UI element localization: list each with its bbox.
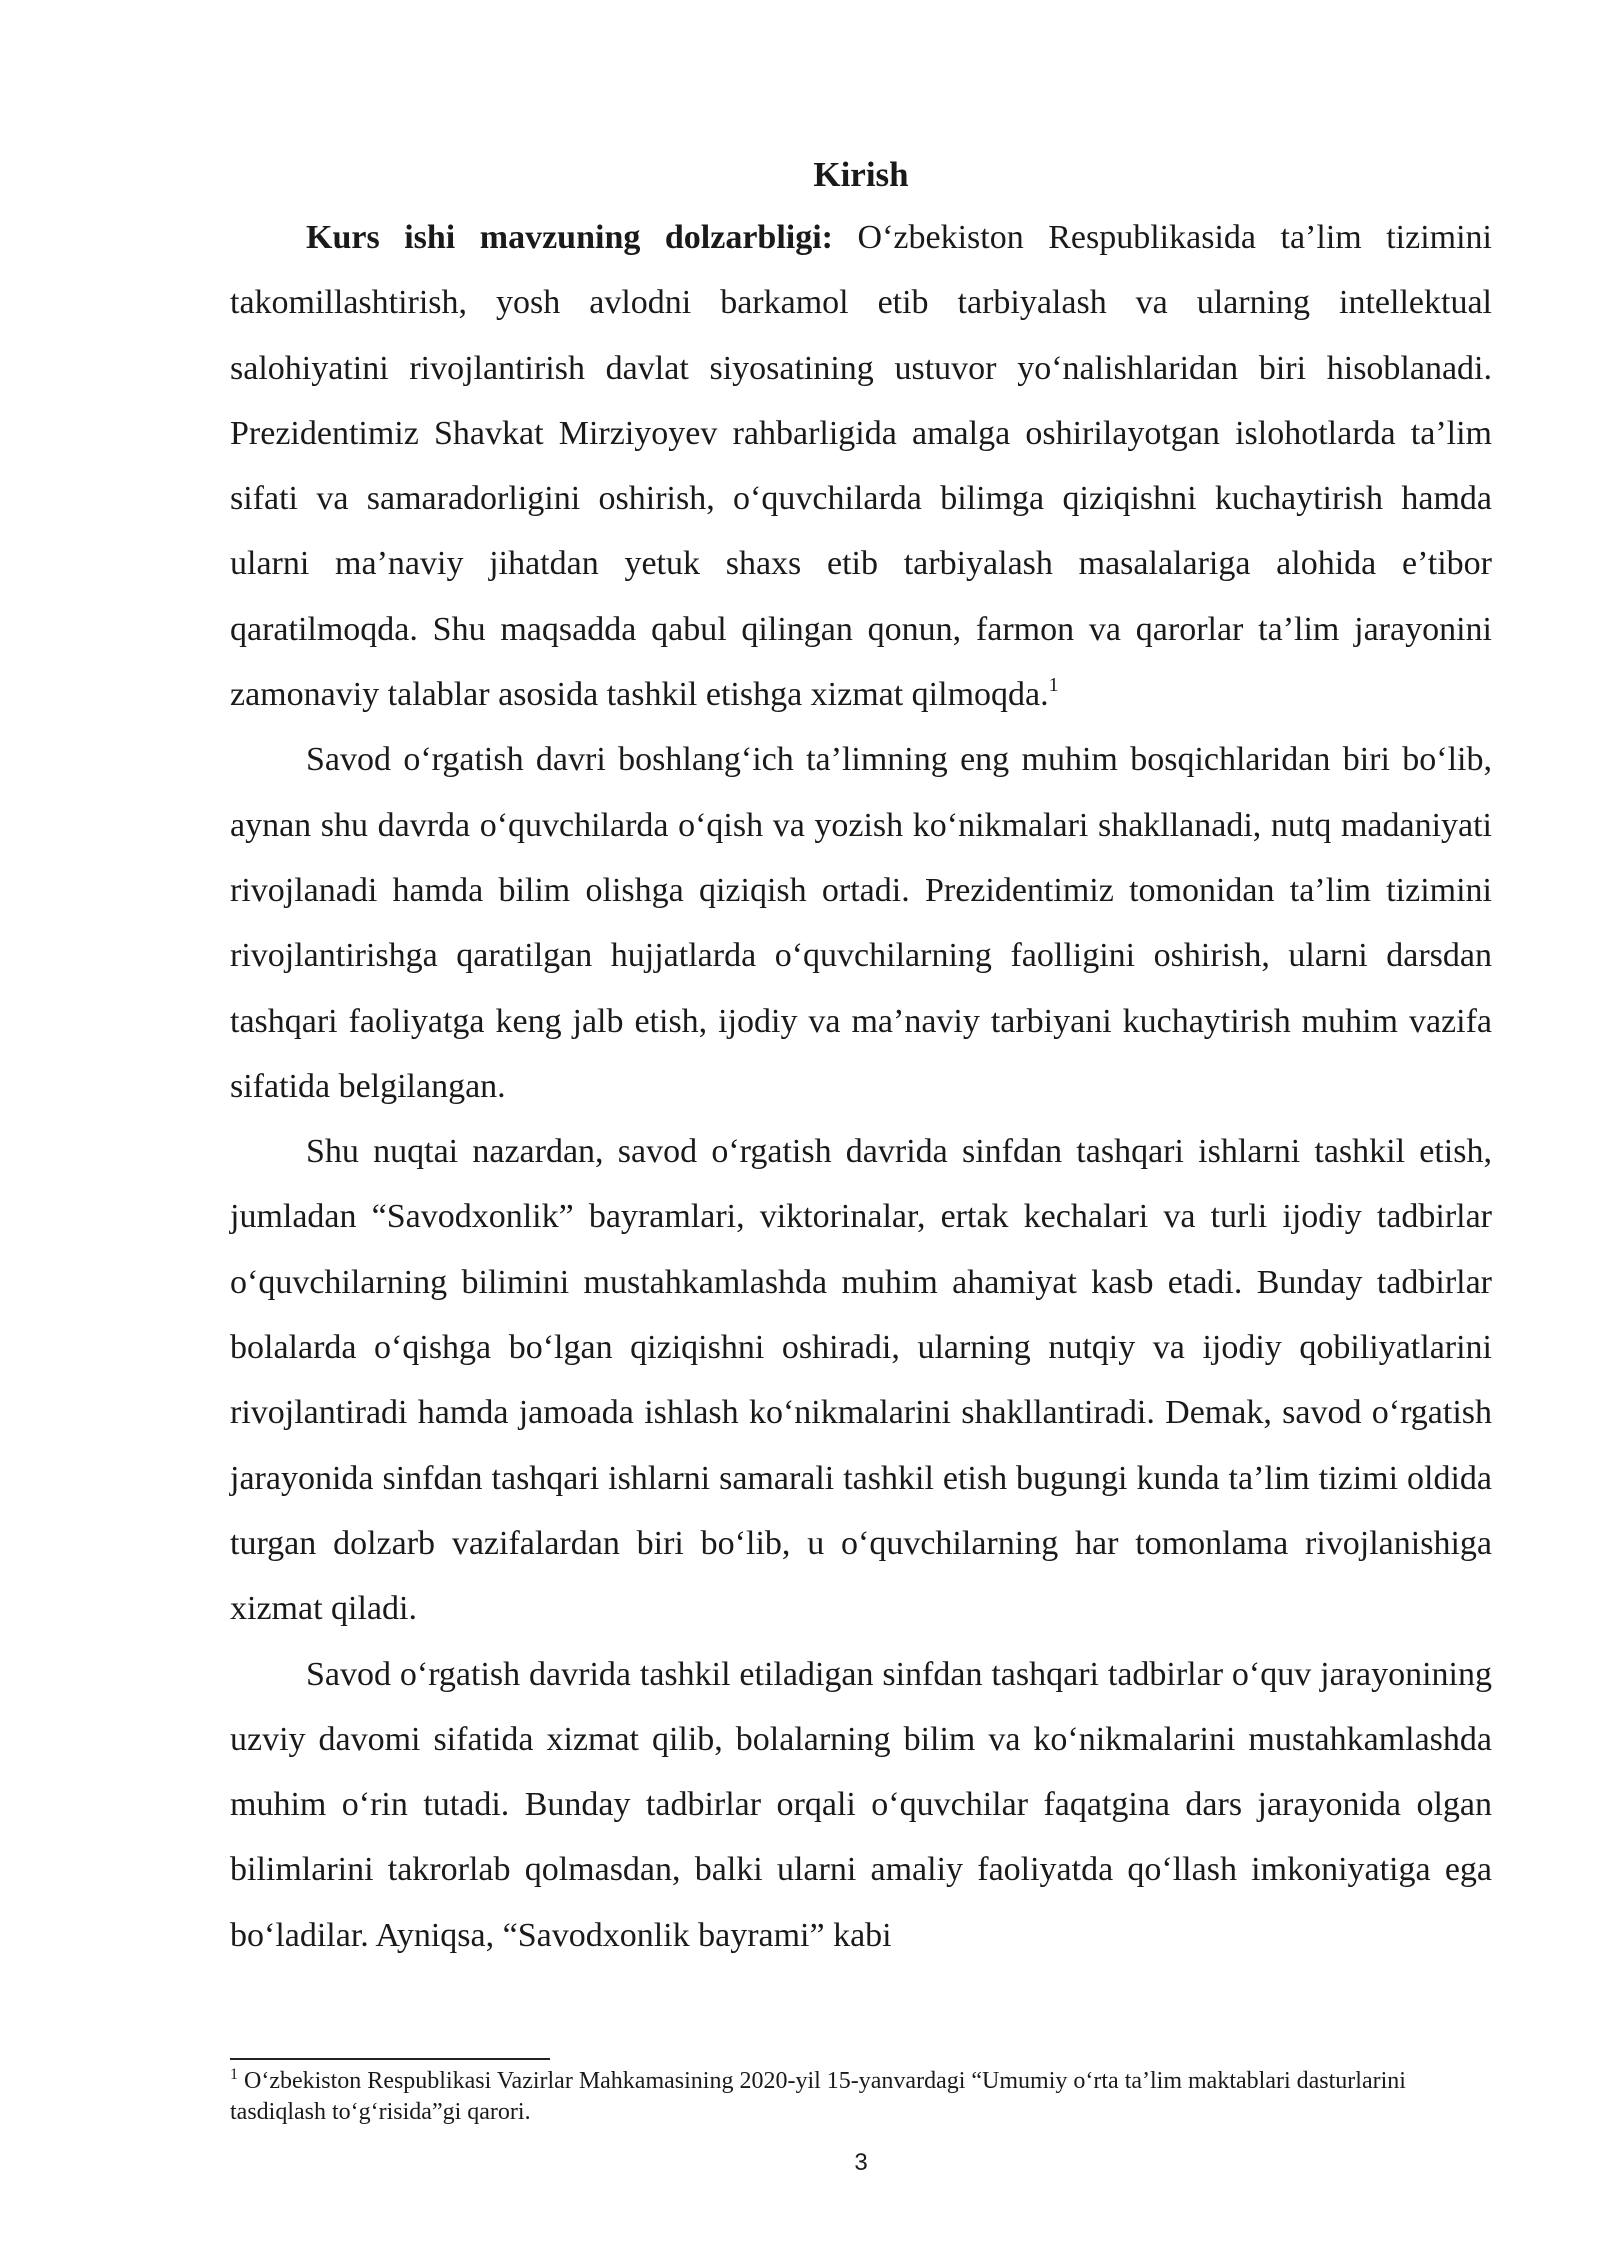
page-number: 3 (854, 2149, 868, 2176)
footnote (230, 2066, 1492, 2128)
paragraph-text: O‘zbekiston Respublikasida ta’lim tizimini takomillashtirish, yosh avlodni barkamol etib tarbiyalash va ularning intellektual salohiyatini rivojlantirish davlat siyosatining ustuvor yo‘nalishlaridan biri hisoblanadi. Prezidentimiz Shavkat Mirziyoyev rahbarligida amalga oshirilayotgan islohotlarda ta’lim sifati va samaradorligini oshirish, o‘quvchilarda bilimga qiziqishni kuchaytirish hamda ularni ma’naviy jihatdan yetuk shaxs etib tarbiyalash masalalariga alohida e’tibor qaratilmoqda. Shu maqsadda qabul qilingan qonun, farmon va qarorlar ta’lim jarayonini zamonaviy talablar asosida tashkil etishga xizmat qilmoqda. (230, 219, 1493, 714)
footnote-separator (230, 2058, 550, 2060)
paragraph-extracurricular: Shu nuqtai nazardan, savod o‘rgatish davrida sinfdan tashqari ishlarni tashkil etish, jumladan “Savodxonlik” bayramlari, viktorinalar, ertak kechalari va turli ijodiy tadbirlar o‘quvchilarning bilimini mustahkamlashda muhim ahamiyat kasb etadi. Bunday tadbirlar bolalarda o‘qishga bo‘lgan qiziqishni oshiradi, ularning nutqiy va ijodiy qobiliyatlarini rivojlantiradi hamda jamoada ishlash ko‘nikmalarini shakllantiradi. Demak, savod o‘rgatish jarayonida sinfdan tashqari ishlarni samarali tashkil etish bugungi kunda ta’lim tizimi oldida turgan dolzarb vazifalardan biri bo‘lib, u o‘quvchilarning har tomonlama rivojlanishiga xizmat qiladi. (230, 1133, 1492, 1628)
paragraph-activities: Savod o‘rgatish davrida tashkil etiladigan sinfdan tashqari tadbirlar o‘quv jarayonining uzviy davomi sifatida xizmat qilib, bolalarning bilim va ko‘nikmalarini mustahkamlashda muhim o‘rin tutadi. Bunday tadbirlar orqali o‘quvchilar faqatgina dars jarayonida olgan bilimlarini takrorlab qolmasdan, balki ularni amaliy faoliyatda qo‘llash imkoniyatiga ega bo‘ladilar. Ayniqsa, “Savodxonlik bayrami” kabi (230, 1655, 1492, 1954)
section-title: Kirish (813, 155, 909, 194)
paragraph-lead: Kurs ishi mavzuning dolzarbligi: (306, 219, 833, 256)
paragraph-relevance (230, 205, 1492, 727)
footnote-reference[interactable]: 1 (1048, 674, 1059, 697)
footnote-number: 1 (230, 2066, 238, 2083)
footnote-text: O‘zbekiston Respublikasi Vazirlar Mahkamasining 2020-yil 15-yanvardagi “Umumiy o‘rta ta’lim maktablari dasturlarini tasdiqlash to‘g‘risida”gi qarori. (230, 2068, 1406, 2125)
document-page (230, 150, 1492, 1968)
paragraph-literacy-period: Savod o‘rgatish davri boshlang‘ich ta’limning eng muhim bosqichlaridan biri bo‘lib, aynan shu davrda o‘quvchilarda o‘qish va yozish ko‘nikmalari shakllanadi, nutq madaniyati rivojlanadi hamda bilim olishga qiziqish ortadi. Prezidentimiz tomonidan ta’lim tizimini rivojlantirishga qaratilgan hujjatlarda o‘quvchilarning faolligini oshirish, ularni darsdan tashqari faoliyatga keng jalb etish, ijodiy va ma’naviy tarbiyani kuchaytirish muhim vazifa sifatida belgilangan. (230, 741, 1492, 1105)
